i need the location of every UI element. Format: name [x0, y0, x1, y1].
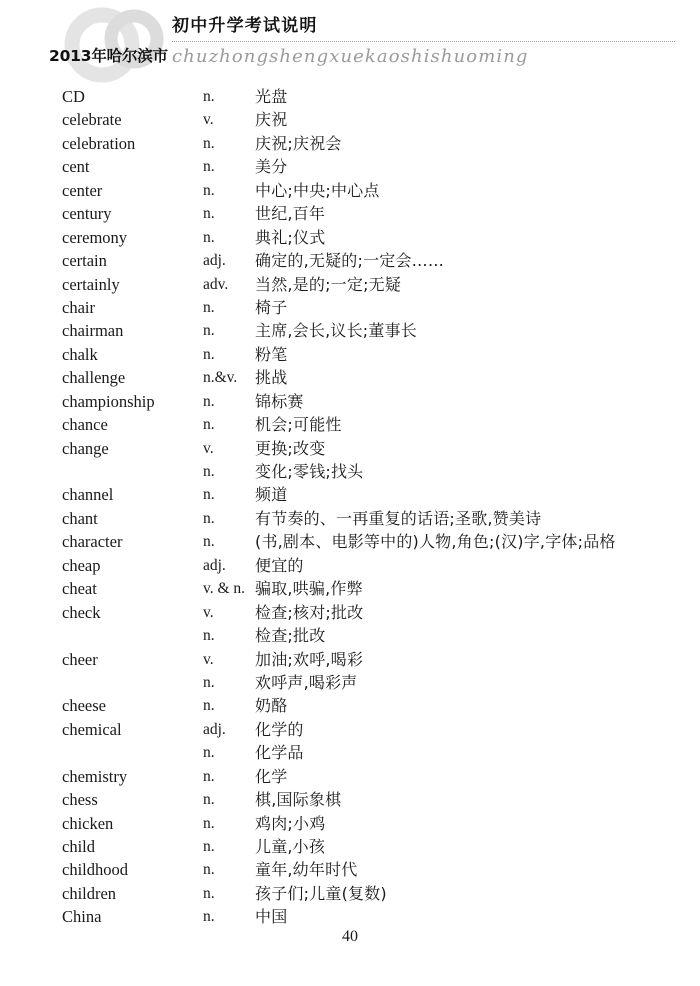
vocabulary-row [0, 530, 700, 553]
vocabulary-word: certainly [62, 274, 120, 294]
part-of-speech: n. [203, 767, 215, 785]
page-footer [0, 928, 700, 946]
vocabulary-word: character [62, 532, 123, 552]
vocabulary-row [0, 624, 700, 647]
vocabulary-row [0, 249, 700, 272]
part-of-speech: n. [203, 345, 215, 363]
vocabulary-row [0, 437, 700, 460]
vocabulary-meaning: 化学品 [255, 743, 304, 763]
issue-label: 2013年哈尔滨市 [49, 47, 168, 65]
vocabulary-meaning: 检查;核对;批改 [255, 602, 364, 622]
vocabulary-row [0, 390, 700, 413]
vocabulary-meaning: 童年,幼年时代 [255, 860, 358, 880]
vocabulary-word: chicken [62, 813, 114, 833]
part-of-speech: adj. [203, 720, 226, 738]
vocabulary-row [0, 483, 700, 506]
part-of-speech: n. [203, 791, 215, 809]
vocabulary-word: children [62, 883, 117, 903]
vocabulary-word: chairman [62, 321, 124, 341]
part-of-speech: n. [203, 908, 215, 926]
part-of-speech: n. [203, 884, 215, 902]
part-of-speech: n. [203, 463, 215, 480]
vocabulary-meaning: 中国 [255, 907, 288, 927]
vocabulary-word: cheat [62, 579, 97, 599]
part-of-speech: n. [203, 205, 215, 223]
vocabulary-meaning: 更换;改变 [255, 438, 326, 458]
vocabulary-word: chance [62, 415, 108, 435]
vocabulary-list [0, 85, 700, 929]
vocabulary-word: child [62, 837, 95, 856]
vocabulary-meaning: 欢呼声,喝彩声 [255, 672, 358, 692]
vocabulary-meaning: 庆祝 [255, 110, 288, 130]
vocabulary-meaning: 美分 [255, 157, 288, 177]
vocabulary-meaning: 有节奏的、一再重复的话语;圣歌,赞美诗 [255, 508, 542, 528]
part-of-speech: adv. [203, 275, 229, 293]
vocabulary-meaning: 频道 [255, 485, 288, 505]
part-of-speech: n. [203, 322, 215, 340]
vocabulary-word: chalk [62, 344, 98, 364]
vocabulary-row [0, 765, 700, 788]
vocabulary-word: center [62, 180, 103, 200]
part-of-speech: n. [203, 744, 215, 762]
vocabulary-row [0, 273, 700, 296]
vocabulary-meaning: 便宜的 [255, 555, 304, 575]
part-of-speech: adj. [203, 252, 226, 270]
vocabulary-row [0, 460, 700, 483]
part-of-speech: n. [203, 298, 215, 316]
vocabulary-word: certain [62, 251, 107, 271]
part-of-speech: v. [203, 603, 214, 621]
part-of-speech: n. [203, 158, 215, 176]
part-of-speech: n. [203, 533, 215, 551]
vocabulary-row [0, 108, 700, 131]
part-of-speech: n. [203, 486, 215, 504]
page-header [0, 0, 700, 86]
vocabulary-word: celebrate [62, 110, 122, 130]
vocabulary-word: cheap [62, 555, 101, 575]
vocabulary-row [0, 671, 700, 694]
vocabulary-word: check [62, 602, 101, 622]
part-of-speech: n. [203, 673, 215, 691]
vocabulary-meaning: (书,剧本、电影等中的)人物,角色;(汉)字,字体;品格 [255, 532, 616, 552]
vocabulary-row [0, 226, 700, 249]
vocabulary-row [0, 554, 700, 577]
vocabulary-meaning: 椅子 [255, 297, 288, 317]
vocabulary-word: ceremony [62, 227, 128, 247]
vocabulary-row [0, 366, 700, 389]
vocabulary-word: change [62, 438, 109, 458]
vocabulary-row [0, 507, 700, 530]
vocabulary-row [0, 202, 700, 225]
vocabulary-row [0, 413, 700, 436]
vocabulary-row [0, 601, 700, 624]
vocabulary-meaning: 当然,是的;一定;无疑 [255, 274, 402, 294]
vocabulary-word: cheer [62, 649, 98, 669]
vocabulary-row [0, 296, 700, 319]
part-of-speech: v. & n. [203, 580, 246, 598]
part-of-speech: v. [203, 439, 214, 457]
part-of-speech: n. [203, 697, 215, 715]
vocabulary-word: cent [62, 157, 90, 177]
vocabulary-row [0, 694, 700, 717]
vocabulary-word: challenge [62, 368, 126, 388]
vocabulary-meaning: 孩子们;儿童(复数) [255, 883, 387, 903]
vocabulary-meaning: 变化;零钱;找头 [255, 462, 364, 481]
vocabulary-meaning: 主席,会长,议长;董事长 [255, 321, 417, 341]
vocabulary-row [0, 882, 700, 905]
vocabulary-row [0, 648, 700, 671]
page-title: 初中升学考试说明 [172, 16, 318, 36]
vocabulary-row [0, 577, 700, 600]
part-of-speech: n. [203, 88, 215, 105]
vocabulary-word: cheese [62, 696, 106, 716]
vocabulary-word: championship [62, 391, 155, 411]
vocabulary-row [0, 85, 700, 108]
vocabulary-word: century [62, 204, 112, 224]
vocabulary-row [0, 343, 700, 366]
part-of-speech: n. [203, 181, 215, 199]
vocabulary-word: China [62, 907, 102, 927]
vocabulary-meaning: 加油;欢呼,喝彩 [255, 649, 364, 669]
part-of-speech: n. [203, 134, 215, 152]
vocabulary-word: childhood [62, 860, 128, 880]
vocabulary-word: celebration [62, 133, 136, 153]
part-of-speech: n. [203, 509, 215, 527]
vocabulary-row [0, 132, 700, 155]
part-of-speech: n. [203, 416, 215, 434]
header-divider [172, 41, 675, 42]
vocabulary-row [0, 179, 700, 202]
vocabulary-meaning: 骗取,哄骗,作弊 [255, 579, 363, 599]
vocabulary-row [0, 319, 700, 342]
part-of-speech: n. [203, 627, 215, 645]
vocabulary-row [0, 858, 700, 881]
part-of-speech: n. [203, 228, 215, 246]
vocabulary-row [0, 718, 700, 741]
vocabulary-meaning: 确定的,无疑的;一定会…… [255, 251, 445, 271]
vocabulary-meaning: 棋,国际象棋 [255, 790, 342, 810]
vocabulary-meaning: 庆祝;庆祝会 [255, 133, 342, 153]
vocabulary-word: chemistry [62, 766, 128, 786]
vocabulary-row [0, 812, 700, 835]
vocabulary-meaning: 儿童,小孩 [255, 837, 326, 856]
part-of-speech: n. [203, 838, 215, 855]
vocabulary-meaning: 化学 [255, 766, 288, 786]
vocabulary-meaning: 鸡肉;小鸡 [255, 813, 326, 833]
vocabulary-meaning: 典礼;仪式 [255, 227, 326, 247]
vocabulary-word: chair [62, 297, 95, 317]
part-of-speech: adj. [203, 556, 226, 574]
vocabulary-word: channel [62, 485, 114, 505]
vocabulary-word: chemical [62, 719, 122, 739]
vocabulary-meaning: 粉笔 [255, 344, 288, 364]
vocabulary-word: CD [62, 87, 85, 106]
vocabulary-word: chant [62, 508, 98, 528]
vocabulary-meaning: 光盘 [255, 87, 288, 106]
vocabulary-meaning: 机会;可能性 [255, 415, 342, 435]
part-of-speech: n. [203, 392, 215, 410]
part-of-speech: v. [203, 650, 214, 668]
header-title-block [172, 14, 672, 67]
vocabulary-row [0, 905, 700, 928]
part-of-speech: n. [203, 814, 215, 832]
page-number: 40 [342, 928, 358, 945]
vocabulary-word: chess [62, 790, 98, 810]
vocabulary-row [0, 835, 700, 858]
page-title-pinyin: chuzhongshengxuekaoshishuoming [172, 45, 529, 67]
vocabulary-meaning: 锦标赛 [255, 391, 304, 411]
vocabulary-row [0, 741, 700, 764]
vocabulary-meaning: 化学的 [255, 719, 304, 739]
vocabulary-meaning: 挑战 [255, 368, 288, 388]
part-of-speech: n.&v. [203, 369, 238, 387]
part-of-speech: n. [203, 861, 215, 879]
vocabulary-row [0, 788, 700, 811]
vocabulary-meaning: 检查;批改 [255, 626, 326, 646]
vocabulary-row [0, 155, 700, 178]
vocabulary-meaning: 奶酪 [255, 696, 288, 716]
vocabulary-meaning: 世纪,百年 [255, 204, 326, 224]
vocabulary-meaning: 中心;中央;中心点 [255, 180, 380, 200]
part-of-speech: v. [203, 111, 214, 129]
